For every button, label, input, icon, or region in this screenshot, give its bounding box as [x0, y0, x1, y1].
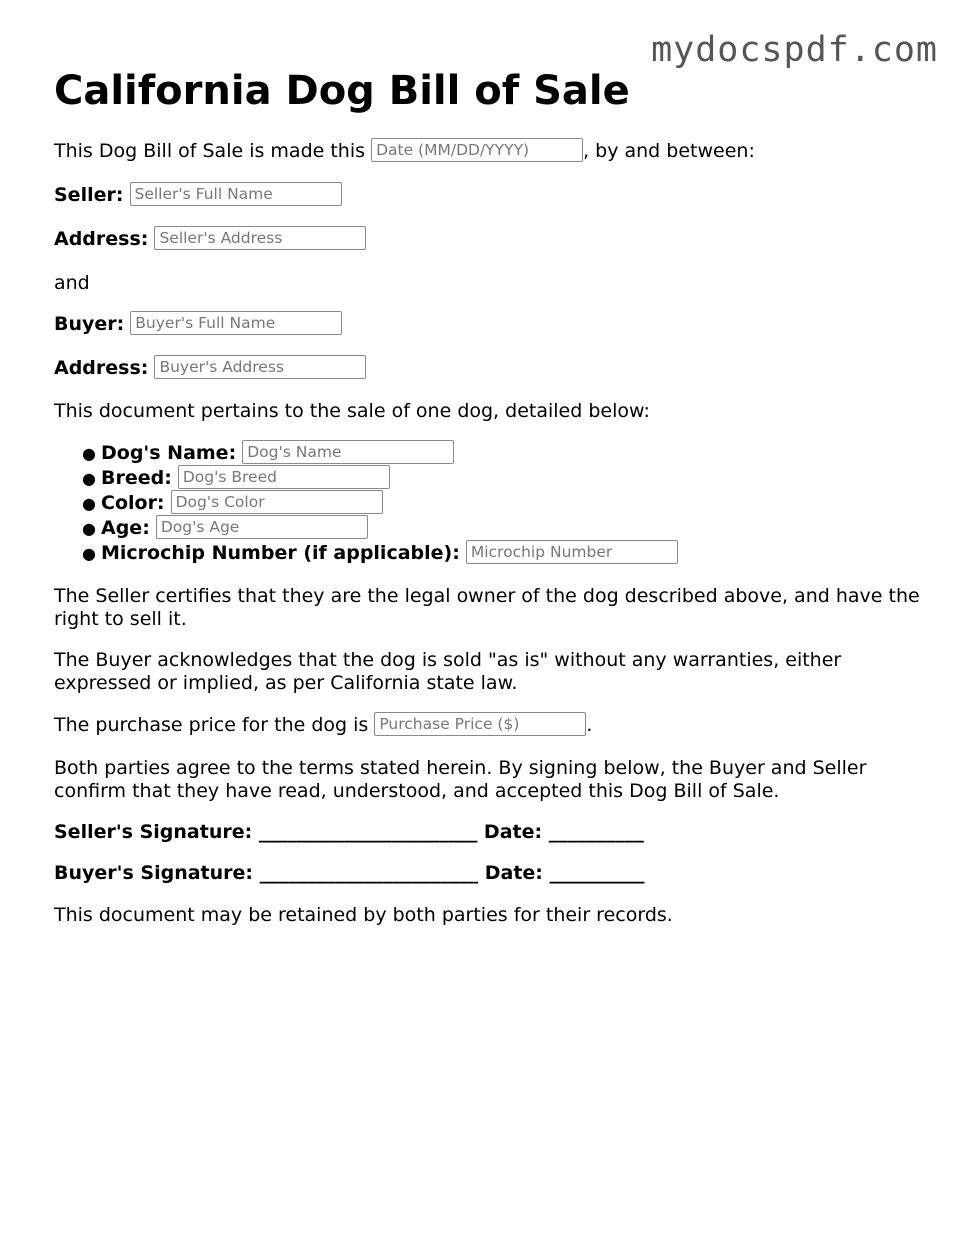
list-item — [54, 466, 678, 491]
watermark: mydocspdf.com — [651, 30, 938, 70]
seller-address-label: Address: — [54, 228, 149, 250]
agreement-text: Both parties agree to the terms stated herein. By signing below, the Buyer and Seller confirm that they have read, understood, and accepted this Dog Bill of Sale. — [54, 757, 867, 802]
buyer-acknowledges-text: The Buyer acknowledges that the dog is sold "as is" without any warranties, either expressed or implied, as per California state law. — [54, 649, 842, 694]
bullet-icon: ● — [82, 469, 96, 488]
intro-text: This Dog Bill of Sale is made this — [54, 140, 366, 162]
bullet-icon: ● — [82, 494, 96, 513]
bullet-icon: ● — [82, 444, 96, 463]
list-item — [54, 541, 678, 566]
seller-name-input[interactable] — [130, 182, 342, 206]
price-text-after: . — [586, 714, 593, 736]
price-text: The purchase price for the dog is — [54, 714, 369, 736]
seller-signature-line: Seller's Signature: _______________________ Date: __________ — [54, 821, 644, 843]
and-text: and — [54, 272, 90, 294]
purchase-price-input[interactable] — [374, 712, 586, 736]
intro-text-after: , by and between: — [583, 140, 755, 162]
seller-line — [54, 184, 342, 207]
sale-date-input[interactable] — [371, 138, 583, 162]
dog-name-input[interactable] — [242, 440, 454, 464]
pertains-text: This document pertains to the sale of one dog, detailed below: — [54, 400, 650, 422]
seller-address-line — [54, 228, 366, 251]
buyer-address-line — [54, 357, 366, 380]
breed-label: Breed: — [101, 467, 172, 489]
buyer-line — [54, 313, 342, 336]
seller-label: Seller: — [54, 184, 124, 206]
seller-certifies-text: The Seller certifies that they are the legal owner of the dog described above, and have the right to sell it. — [54, 585, 920, 630]
seller-address-input[interactable] — [154, 226, 366, 250]
buyer-address-input[interactable] — [154, 355, 366, 379]
color-label: Color: — [101, 492, 165, 514]
dog-name-label: Dog's Name: — [101, 442, 237, 464]
list-item — [54, 441, 678, 466]
retain-text: This document may be retained by both parties for their records. — [54, 904, 673, 926]
bullet-icon: ● — [82, 544, 96, 563]
microchip-label: Microchip Number (if applicable): — [101, 542, 460, 564]
intro-line — [54, 140, 755, 163]
buyer-name-input[interactable] — [130, 311, 342, 335]
list-item — [54, 516, 678, 541]
buyer-signature-line: Buyer's Signature: _______________________ Date: __________ — [54, 862, 645, 884]
bullet-icon: ● — [82, 519, 96, 538]
buyer-label: Buyer: — [54, 313, 125, 335]
breed-input[interactable] — [178, 465, 390, 489]
page-title: California Dog Bill of Sale — [54, 68, 630, 114]
age-label: Age: — [101, 517, 150, 539]
color-input[interactable] — [171, 490, 383, 514]
list-item — [54, 491, 678, 516]
age-input[interactable] — [156, 515, 368, 539]
microchip-input[interactable] — [466, 540, 678, 564]
dog-details-list — [54, 441, 678, 566]
price-line — [54, 714, 592, 737]
buyer-address-label: Address: — [54, 357, 149, 379]
